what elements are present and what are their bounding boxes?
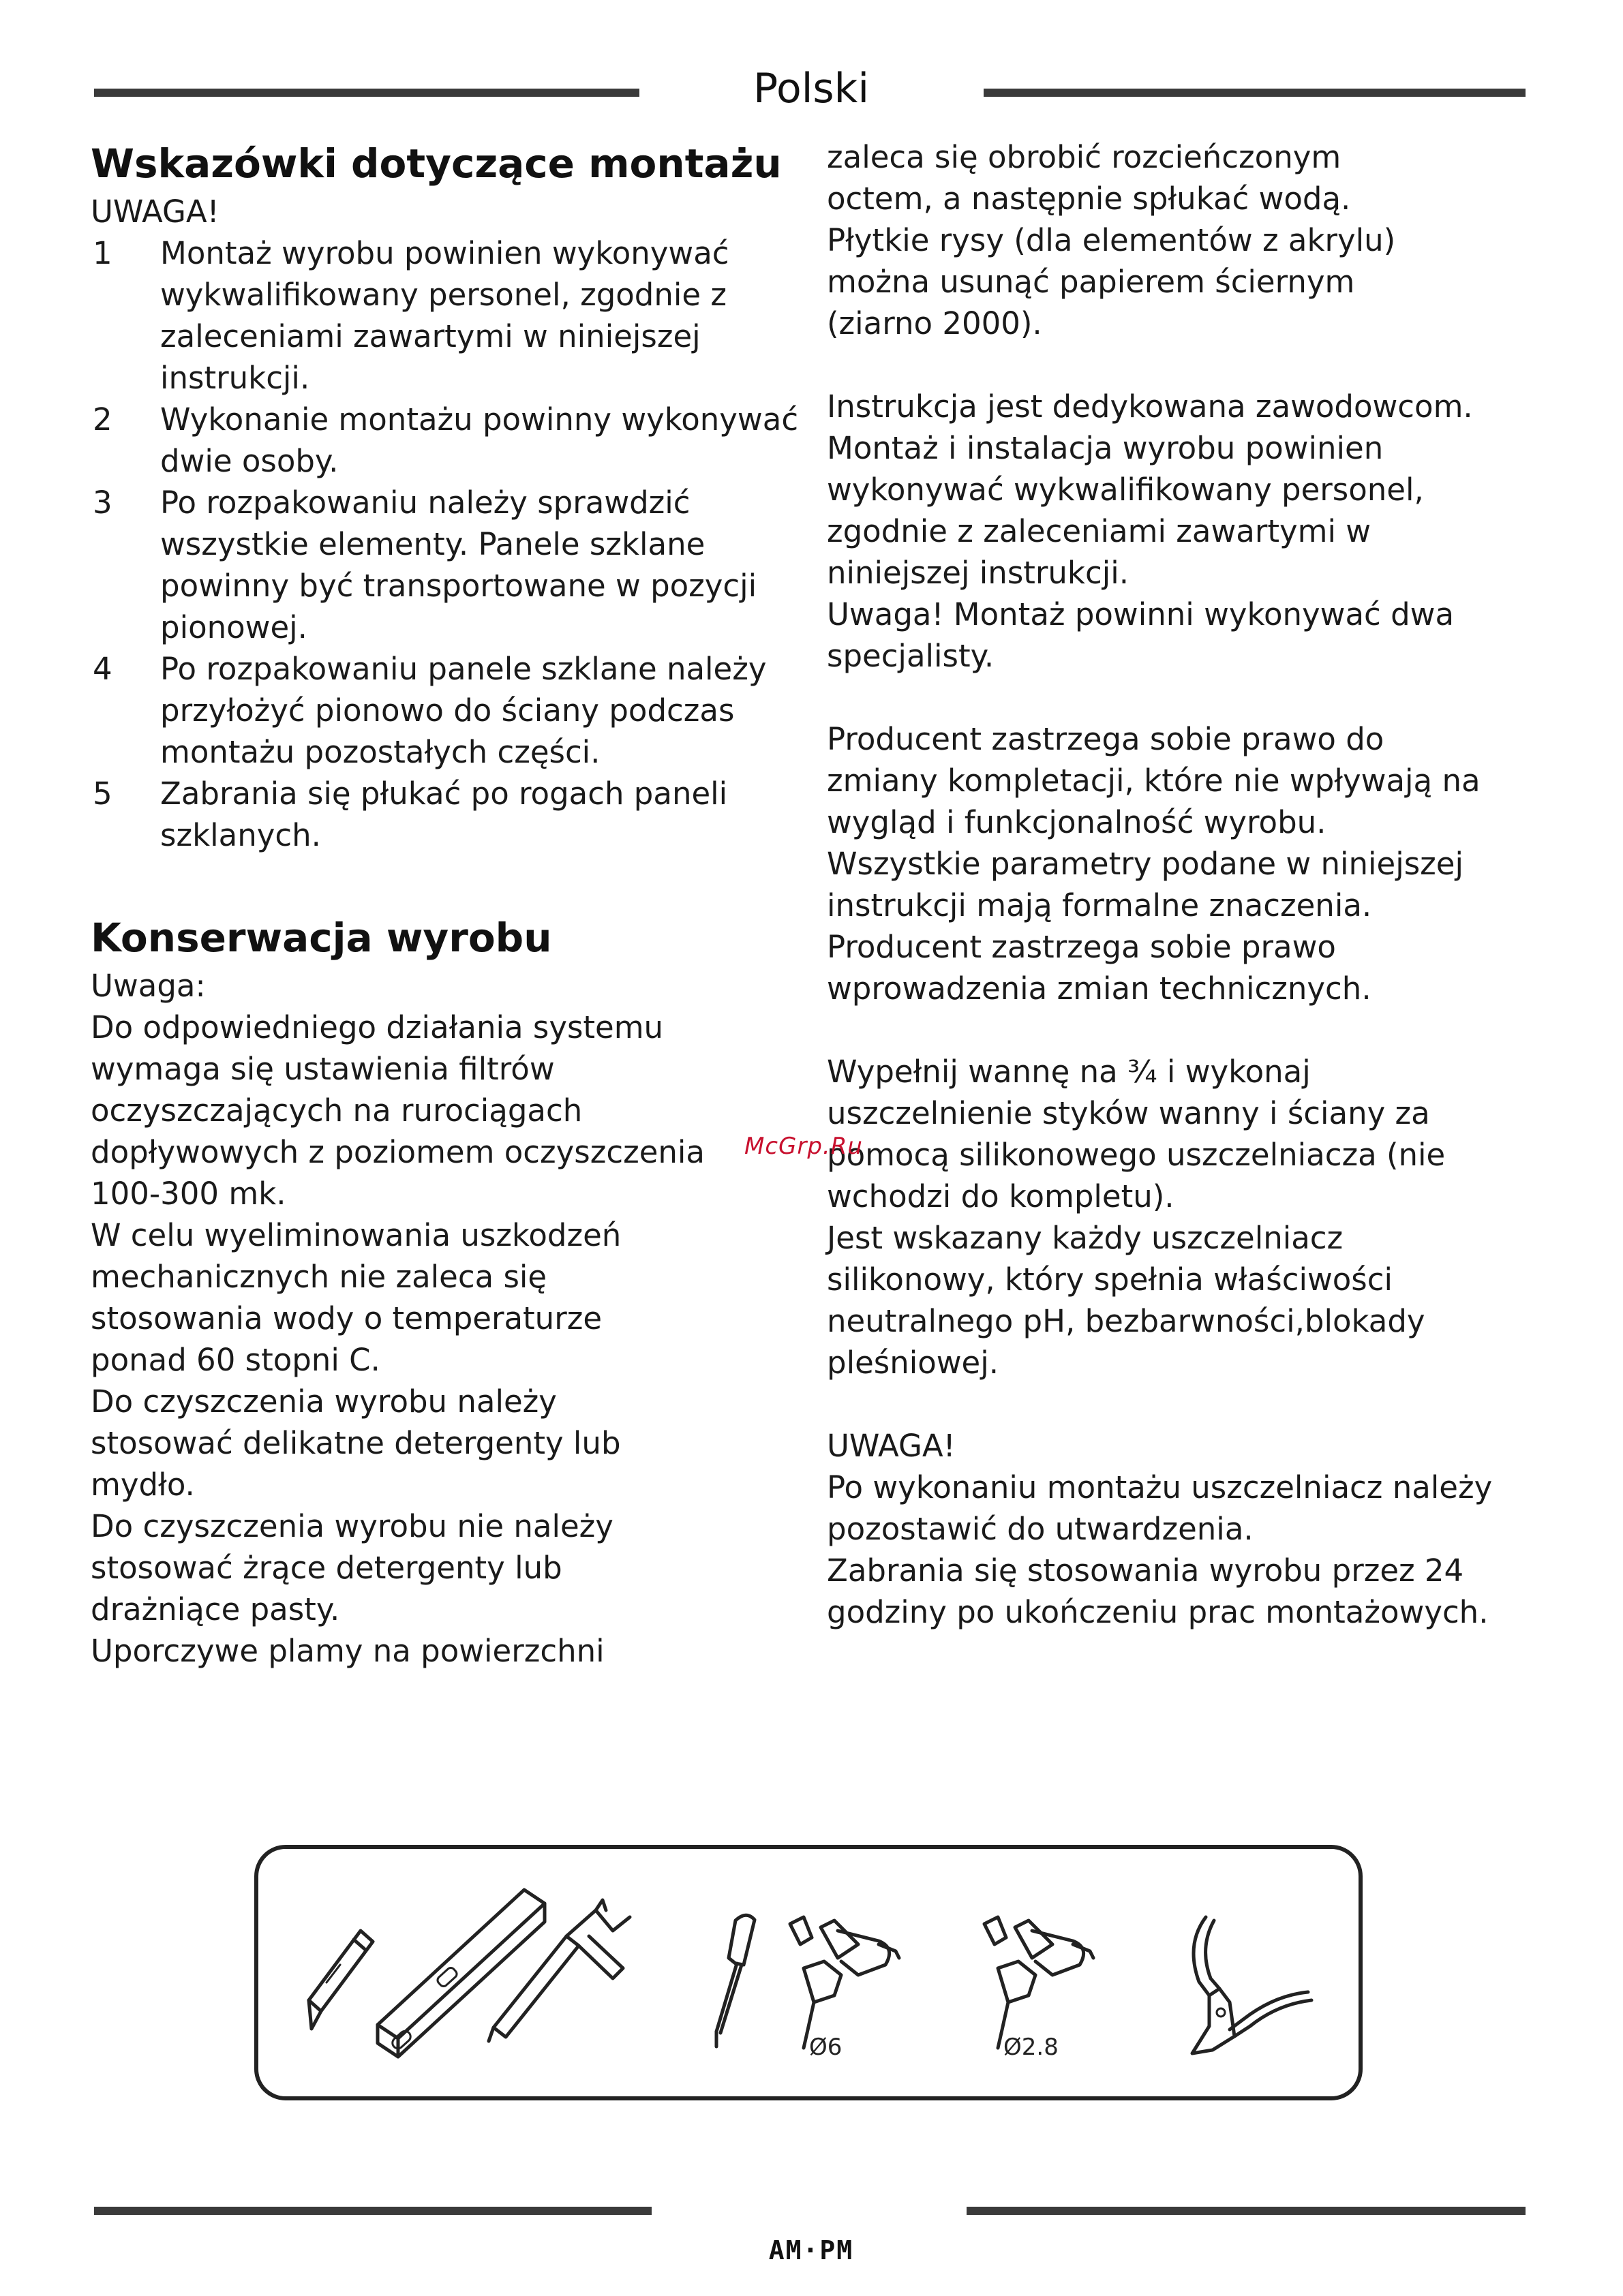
step-text: Po rozpakowaniu panele szklane należy przyłożyć pionowo do ściany podczas montażu pozostałych części.: [160, 651, 767, 770]
list-item: [91, 648, 800, 773]
step-text: Wykonanie montażu powinny wykonywać dwie osoby.: [160, 401, 799, 479]
list-item: [91, 773, 800, 856]
cleaning-continuation: zaleca się obrobić rozcieńczonym octem, a następnie spłukać wodą. Płytkie rysy (dla elementów z akrylu) można usunąć papierem ściernym (ziarno 2000).: [827, 139, 1396, 341]
step-number: 5: [93, 776, 112, 812]
footer-rule-left: [94, 2207, 652, 2215]
required-tools-box: [254, 1845, 1363, 2100]
page-language-title: Polski: [753, 65, 870, 112]
spirit-level-icon: [378, 1890, 545, 2057]
brand-logo: AM·PM: [768, 2235, 854, 2265]
professional-notice: Instrukcja jest dedykowana zawodowcom. Montaż i instalacja wyrobu powinien wykonywać wykwalifikowany personel, zgodnie z zaleceniami zawartymi w niniejszej instrukcji. Uwaga! Montaż powinni wykonywać dwa specjalisty.: [827, 388, 1473, 674]
pliers-icon: [1192, 1917, 1311, 2053]
assembly-heading: Wskazówki dotyczące montażu: [91, 140, 782, 187]
assembly-steps-list: [91, 232, 800, 856]
footer-rule-right: [967, 2207, 1526, 2215]
final-warning-title: UWAGA!: [827, 1428, 956, 1464]
right-column: [827, 136, 1549, 1633]
maintenance-paragraph: Uporczywe plamy na powierzchni: [91, 1633, 605, 1669]
manufacturer-notice: Producent zastrzega sobie prawo do zmiany kompletacji, które nie wpływają na wygląd i funkcjonalność wyrobu. Wszystkie parametry podane w niniejszej instrukcji mają formalne znaczenia. Producent zastrzega sobie prawo wprowadzenia zmian technicznych.: [827, 721, 1481, 1007]
watermark: McGrp.Ru: [744, 1133, 863, 1160]
list-item: [91, 232, 800, 399]
step-number: 1: [93, 235, 112, 271]
sealing-instructions: Wypełnij wannę na ¾ i wykonaj uszczelnienie styków wanny i ściany za pomocą silikonowego uszczelniacza (nie wchodzi do kompletu). Jest wskazany każdy uszczelniacz silikonowy, który spełnia właściwości neutralnego pH, bezbarwności,blokady pleśniowej.: [827, 1054, 1446, 1381]
maintenance-paragraph: Do czyszczenia wyrobu nie należy stosować żrące detergenty lub drażniące pasty.: [91, 1508, 613, 1627]
header-rule-left: [94, 89, 639, 97]
maintenance-paragraph: Do odpowiedniego działania systemu wymaga się ustawienia filtrów oczyszczających na rurociągach dopływowych z poziomem oczyszczenia 100-300 mk.: [91, 1009, 705, 1212]
list-item: [91, 399, 800, 482]
screwdriver-icon: [716, 1915, 755, 2047]
drill-bit-size-1: Ø6: [809, 2034, 843, 2061]
pencil-icon: [309, 1931, 373, 2029]
header-rule-right: [984, 89, 1526, 97]
list-item: [91, 482, 800, 648]
caulking-gun-icon: [489, 1900, 630, 2041]
maintenance-heading: Konserwacja wyrobu: [91, 915, 552, 961]
step-number: 3: [93, 485, 112, 521]
assembly-warning: UWAGA!: [91, 194, 219, 230]
step-text: Po rozpakowaniu należy sprawdzić wszystkie elementy. Panele szklane powinny być transportowane w pozycji pionowej.: [160, 485, 757, 645]
drill-bit-size-2: Ø2.8: [1003, 2034, 1059, 2061]
step-text: Montaż wyrobu powinien wykonywać wykwalifikowany personel, zgodnie z zaleceniami zawartymi w niniejszej instrukcji.: [160, 235, 729, 396]
drill-icon: [984, 1917, 1093, 2048]
maintenance-paragraph: W celu wyeliminowania uszkodzeń mechanicznych nie zaleca się stosowania wody o temperaturze ponad 60 stopni C.: [91, 1217, 622, 1378]
final-warning-text: Po wykonaniu montażu uszczelniacz należy pozostawić do utwardzenia. Zabrania się stosowania wyrobu przez 24 godziny po ukończeniu prac montażowych.: [827, 1469, 1493, 1630]
drill-icon: [790, 1917, 899, 2048]
step-number: 4: [93, 651, 112, 687]
maintenance-note: Uwaga:: [91, 968, 206, 1004]
step-number: 2: [93, 401, 112, 438]
step-text: Zabrania się płukać po rogach paneli szklanych.: [160, 776, 728, 853]
maintenance-paragraph: Do czyszczenia wyrobu należy stosować delikatne detergenty lub mydło.: [91, 1383, 621, 1503]
left-column: [91, 136, 800, 1672]
